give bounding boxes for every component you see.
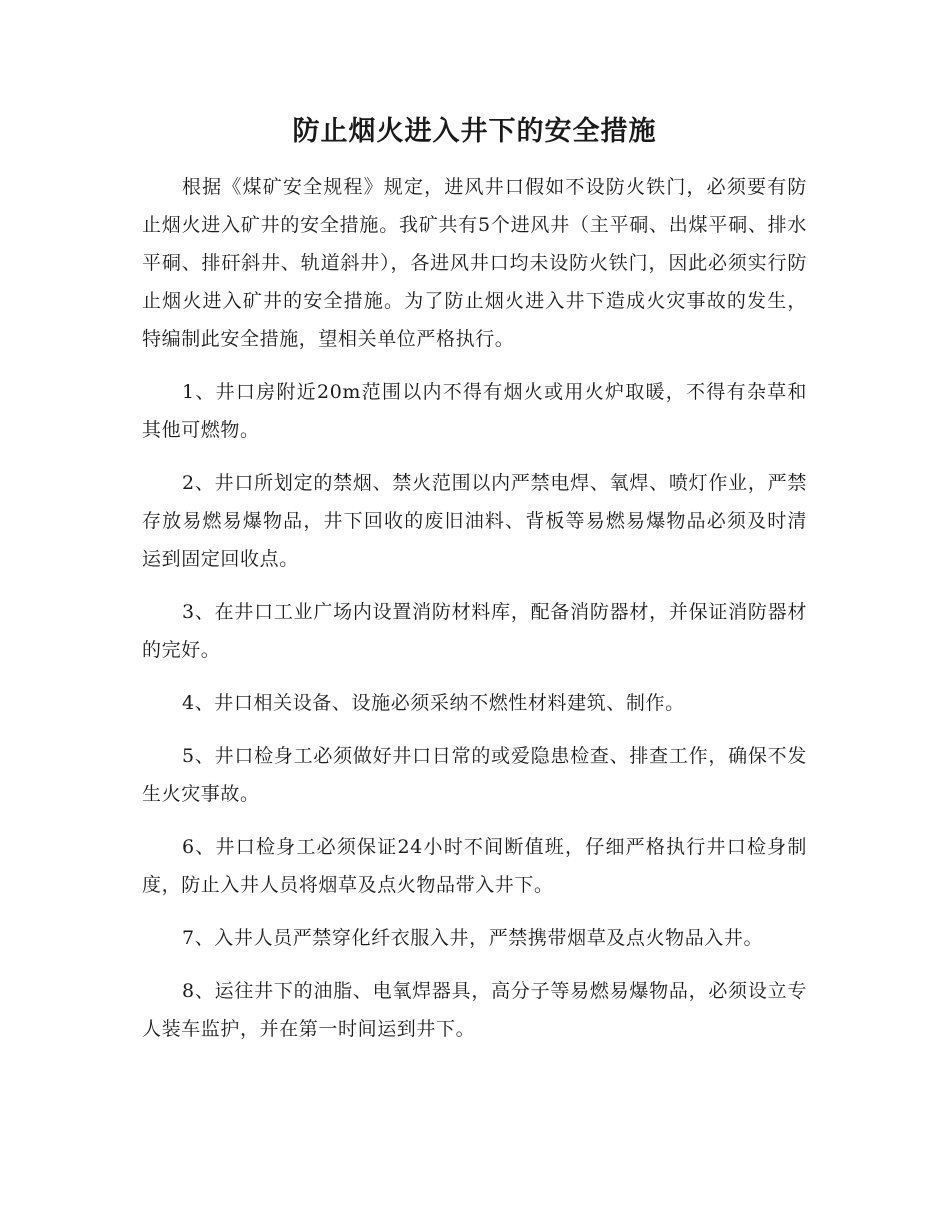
measure-item-1: 1、井口房附近20m范围以内不得有烟火或用火炉取暖，不得有杂草和其他可燃物。 <box>142 381 807 441</box>
measure-item-8: 8、运往井下的油脂、电氧焊器具，高分子等易燃易爆物品，必须设立专人装车监护，并在第一时间运到井下。 <box>142 980 807 1040</box>
measure-item-4: 4、井口相关设备、设施必须采纳不燃性材料建筑、制作。 <box>182 692 685 714</box>
document-title: 防止烟火进入井下的安全措施 <box>292 116 657 147</box>
measure-item-7: 7、入井人员严禁穿化纤衣服入井，严禁携带烟草及点火物品入井。 <box>182 927 764 949</box>
intro-paragraph: 根据《煤矿安全规程》规定，进风井口假如不设防火铁门，必须要有防止烟火进入矿井的安全措施。我矿共有5个进风井（主平硐、出煤平硐、排水平硐、排矸斜井、轨道斜井），各进风井口均未设防火铁门，因此必须实行防止烟火进入矿井的安全措施。为了防止烟火进入井下造成火灾事故的发生，特编制此安全措施，望相关单位严格执行。 <box>142 176 807 350</box>
measure-item-3: 3、在井口工业广场内设置消防材料库，配备消防器材，并保证消防器材的完好。 <box>142 601 807 661</box>
measure-item-5: 5、井口检身工必须做好井口日常的或爱隐患检查、排查工作，确保不发生火灾事故。 <box>142 745 807 805</box>
measure-item-6: 6、井口检身工必须保证24小时不间断值班，仔细严格执行井口检身制度，防止入井人员将烟草及点火物品带入井下。 <box>142 836 807 896</box>
measure-item-2: 2、井口所划定的禁烟、禁火范围以内严禁电焊、氧焊、喷灯作业，严禁存放易燃易爆物品，井下回收的废旧油料、背板等易燃易爆物品必须及时清运到固定回收点。 <box>142 472 807 570</box>
document-page <box>142 108 807 1048</box>
